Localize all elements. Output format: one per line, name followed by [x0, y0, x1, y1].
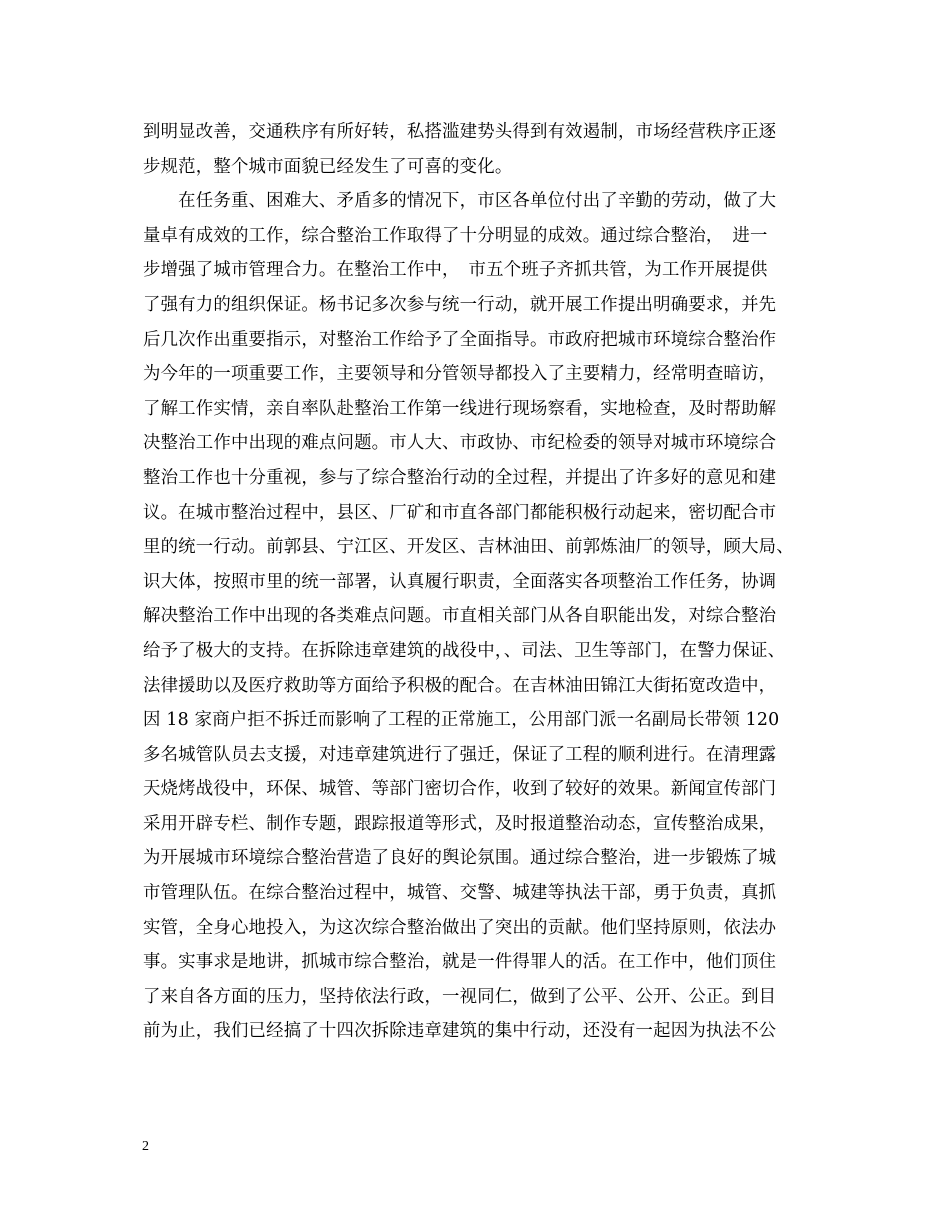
page-number: 2 [142, 1139, 149, 1154]
text-line: 里的统一行动。前郭县、宁江区、开发区、吉林油田、前郭炼油厂的领导，顾大局、 [143, 537, 794, 558]
text-line: 实管，全身心地投入，为这次综合整治做出了突出的贡献。他们坚持原则，依法办 [143, 917, 777, 938]
text-line: 给予了极大的支持。在拆除违章建筑的战役中，、司法、卫生等部门，在警力保证、 [143, 640, 786, 661]
text-line: 议。在城市整治过程中，县区、厂矿和市直各部门都能积极行动起来，密切配合市 [143, 502, 777, 523]
text-line: 了解工作实情，亲自率队赴整治工作第一线进行现场察看，实地检查，及时帮助解 [143, 398, 777, 419]
text-line: 后几次作出重要指示，对整治工作给予了全面指导。市政府把城市环境综合整治作 [143, 329, 777, 350]
text-line: 多名城管队员去支援，对违章建筑进行了强迁，保证了工程的顺利进行。在清理露 [143, 744, 777, 765]
text-line: 采用开辟专栏、制作专题，跟踪报道等形式，及时报道整治动态，宣传整治成果， [143, 813, 777, 834]
text-line: 步规范，整个城市面貌已经发生了可喜的变化。 [143, 156, 513, 177]
text-line: 决整治工作中出现的难点问题。市人大、市政协、市纪检委的领导对城市环境综合 [143, 433, 777, 454]
text-line: 法律援助以及医疗救助等方面给予积极的配合。在吉林油田锦江大街拓宽改造中， [143, 675, 777, 696]
text-line: 为开展城市环境综合整治营造了良好的舆论氛围。通过综合整治，进一步锻炼了城 [143, 848, 777, 869]
text-line: 在任务重、困难大、矛盾多的情况下，市区各单位付出了辛勤的劳动，做了大 [143, 191, 777, 212]
text-line: 量卓有成效的工作，综合整治工作取得了十分明显的成效。通过综合整治， 进一 [143, 225, 768, 246]
text-line: 整治工作也十分重视，参与了综合整治行动的全过程，并提出了许多好的意见和建 [143, 467, 777, 488]
body-text [143, 115, 823, 1049]
text-line: 到明显改善，交通秩序有所好转，私搭滥建势头得到有效遏制，市场经营秩序正逐 [143, 122, 777, 142]
text-line: 前为止，我们已经搞了十四次拆除违章建筑的集中行动，还没有一起因为执法不公 [143, 1021, 777, 1042]
text-line: 天烧烤战役中，环保、城管、等部门密切合作，收到了较好的效果。新闻宣传部门 [143, 779, 777, 800]
text-line: 事。实事求是地讲，抓城市综合整治，就是一件得罪人的活。在工作中，他们顶住 [143, 952, 777, 973]
text-line: 解决整治工作中出现的各类难点问题。市直相关部门从各自职能出发，对综合整治 [143, 606, 777, 627]
text-line: 了强有力的组织保证。杨书记多次参与统一行动，就开展工作提出明确要求，并先 [143, 294, 777, 315]
text-line: 因 18 家商户拒不拆迁而影响了工程的正常施工，公用部门派一名副局长带领 120 [143, 710, 780, 731]
text-line: 市管理队伍。在综合整治过程中，城管、交警、城建等执法干部，勇于负责，真抓 [143, 883, 777, 904]
text-line: 为今年的一项重要工作，主要领导和分管领导都投入了主要精力，经常明查暗访， [143, 364, 777, 385]
text-line: 步增强了城市管理合力。在整治工作中， 市五个班子齐抓共管，为工作开展提供 [143, 260, 768, 281]
text-line: 了来自各方面的压力，坚持依法行政，一视同仁，做到了公平、公开、公正。到目 [143, 986, 777, 1007]
text-line: 识大体，按照市里的统一部署，认真履行职责，全面落实各项整治工作任务，协调 [143, 571, 777, 592]
